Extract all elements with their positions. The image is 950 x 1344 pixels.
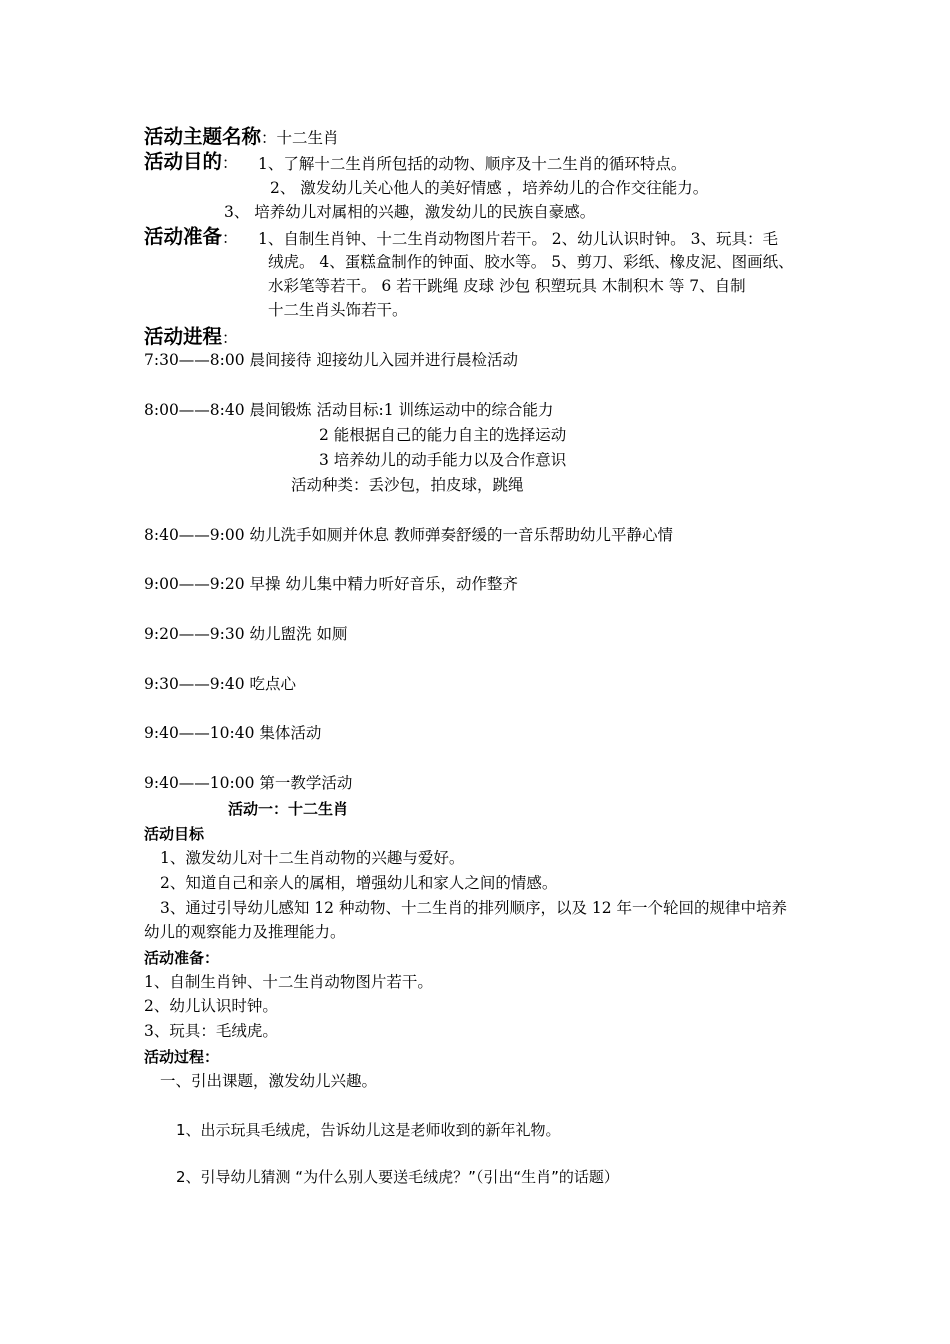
schedule-entry: 8:40——9:00 幼儿洗手如厕并休息 教师弹奏舒缓的一音乐帮助幼儿平静心情 bbox=[144, 526, 673, 544]
activity-process-heading: 活动过程： bbox=[144, 1048, 220, 1066]
schedule-entry: 9:40——10:40 集体活动 bbox=[144, 724, 322, 742]
activity-prep-heading: 活动准备： bbox=[144, 949, 220, 967]
activity-goal-item: 幼儿的观察能力及推理能力。 bbox=[144, 923, 346, 941]
schedule-entry: 2 能根据自己的能力自主的选择运动 bbox=[319, 426, 567, 444]
goals-label: 活动目的 bbox=[144, 150, 223, 173]
activity-goal-item: 2、知道自己和亲人的属相，增强幼儿和家人之间的情感。 bbox=[160, 874, 558, 892]
activity-prep-item: 3、玩具：毛绒虎。 bbox=[144, 1022, 278, 1040]
schedule-entry: 活动种类：丢沙包，拍皮球，跳绳 bbox=[291, 476, 524, 494]
schedule-entry: 8:00——8:40 晨间锻炼 活动目标:1 训练运动中的综合能力 bbox=[144, 401, 554, 419]
prep-line bbox=[144, 226, 238, 249]
prep-text-line: 水彩笔等若干。 6 若干跳绳 皮球 沙包 积塑玩具 木制积木 等 7、自制 bbox=[268, 277, 746, 295]
process-label: 活动进程 bbox=[144, 325, 223, 348]
goals-colon: ： bbox=[222, 154, 238, 172]
process-colon: ： bbox=[222, 329, 238, 347]
theme-value: 十二生肖 bbox=[276, 129, 339, 147]
prep-label: 活动准备 bbox=[144, 225, 223, 248]
schedule-entry: 9:20——9:30 幼儿盥洗 如厕 bbox=[144, 625, 348, 643]
activity-goal-item: 1、激发幼儿对十二生肖动物的兴趣与爱好。 bbox=[160, 849, 465, 867]
goal-item: 1、了解十二生肖所包括的动物、顺序及十二生肖的循环特点。 bbox=[258, 155, 687, 173]
activity-goal-item: 3、通过引导幼儿感知 12 种动物、十二生肖的排列顺序，以及 12 年一个轮回的规律中培养 bbox=[160, 899, 788, 917]
goal-item: 2、 激发幼儿关心他人的美好情感 ，培养幼儿的合作交往能力。 bbox=[270, 179, 709, 197]
prep-colon: ： bbox=[222, 229, 238, 247]
goals-line bbox=[144, 151, 238, 174]
process-line bbox=[144, 326, 238, 349]
activity-step: 一、引出课题，激发幼儿兴趣。 bbox=[160, 1072, 378, 1090]
schedule-entry: 9:00——9:20 早操 幼儿集中精力听好音乐，动作整齐 bbox=[144, 575, 518, 593]
activity-title: 活动一：十二生肖 bbox=[228, 800, 349, 818]
prep-text-line: 绒虎。 4、蛋糕盒制作的钟面、胶水等。 5、剪刀、彩纸、橡皮泥、图画纸、 bbox=[268, 253, 794, 271]
schedule-entry: 3 培养幼儿的动手能力以及合作意识 bbox=[319, 451, 567, 469]
goal-item: 3、 培养幼儿对属相的兴趣，激发幼儿的民族自豪感。 bbox=[224, 203, 596, 221]
activity-step: 2、引导幼儿猜测 “为什么别人要送毛绒虎？”（引出“生肖”的话题） bbox=[176, 1168, 619, 1186]
prep-text-line: 1、自制生肖钟、十二生肖动物图片若干。 2、幼儿认识时钟。 3、玩具：毛 bbox=[258, 230, 778, 248]
activity-prep-item: 1、自制生肖钟、十二生肖动物图片若干。 bbox=[144, 973, 433, 991]
theme-label: 活动主题名称 bbox=[144, 125, 262, 148]
schedule-entry: 9:30——9:40 吃点心 bbox=[144, 675, 297, 693]
activity-step: 1、出示玩具毛绒虎，告诉幼儿这是老师收到的新年礼物。 bbox=[176, 1121, 561, 1139]
schedule-entry: 9:40——10:00 第一教学活动 bbox=[144, 774, 353, 792]
activity-prep-item: 2、幼儿认识时钟。 bbox=[144, 997, 278, 1015]
schedule-entry: 7:30——8:00 晨间接待 迎接幼儿入园并进行晨检活动 bbox=[144, 351, 518, 369]
theme-line bbox=[144, 126, 339, 149]
prep-text-line: 十二生肖头饰若干。 bbox=[268, 301, 408, 319]
theme-colon: ： bbox=[261, 129, 277, 147]
activity-goal-heading: 活动目标 bbox=[144, 825, 205, 843]
